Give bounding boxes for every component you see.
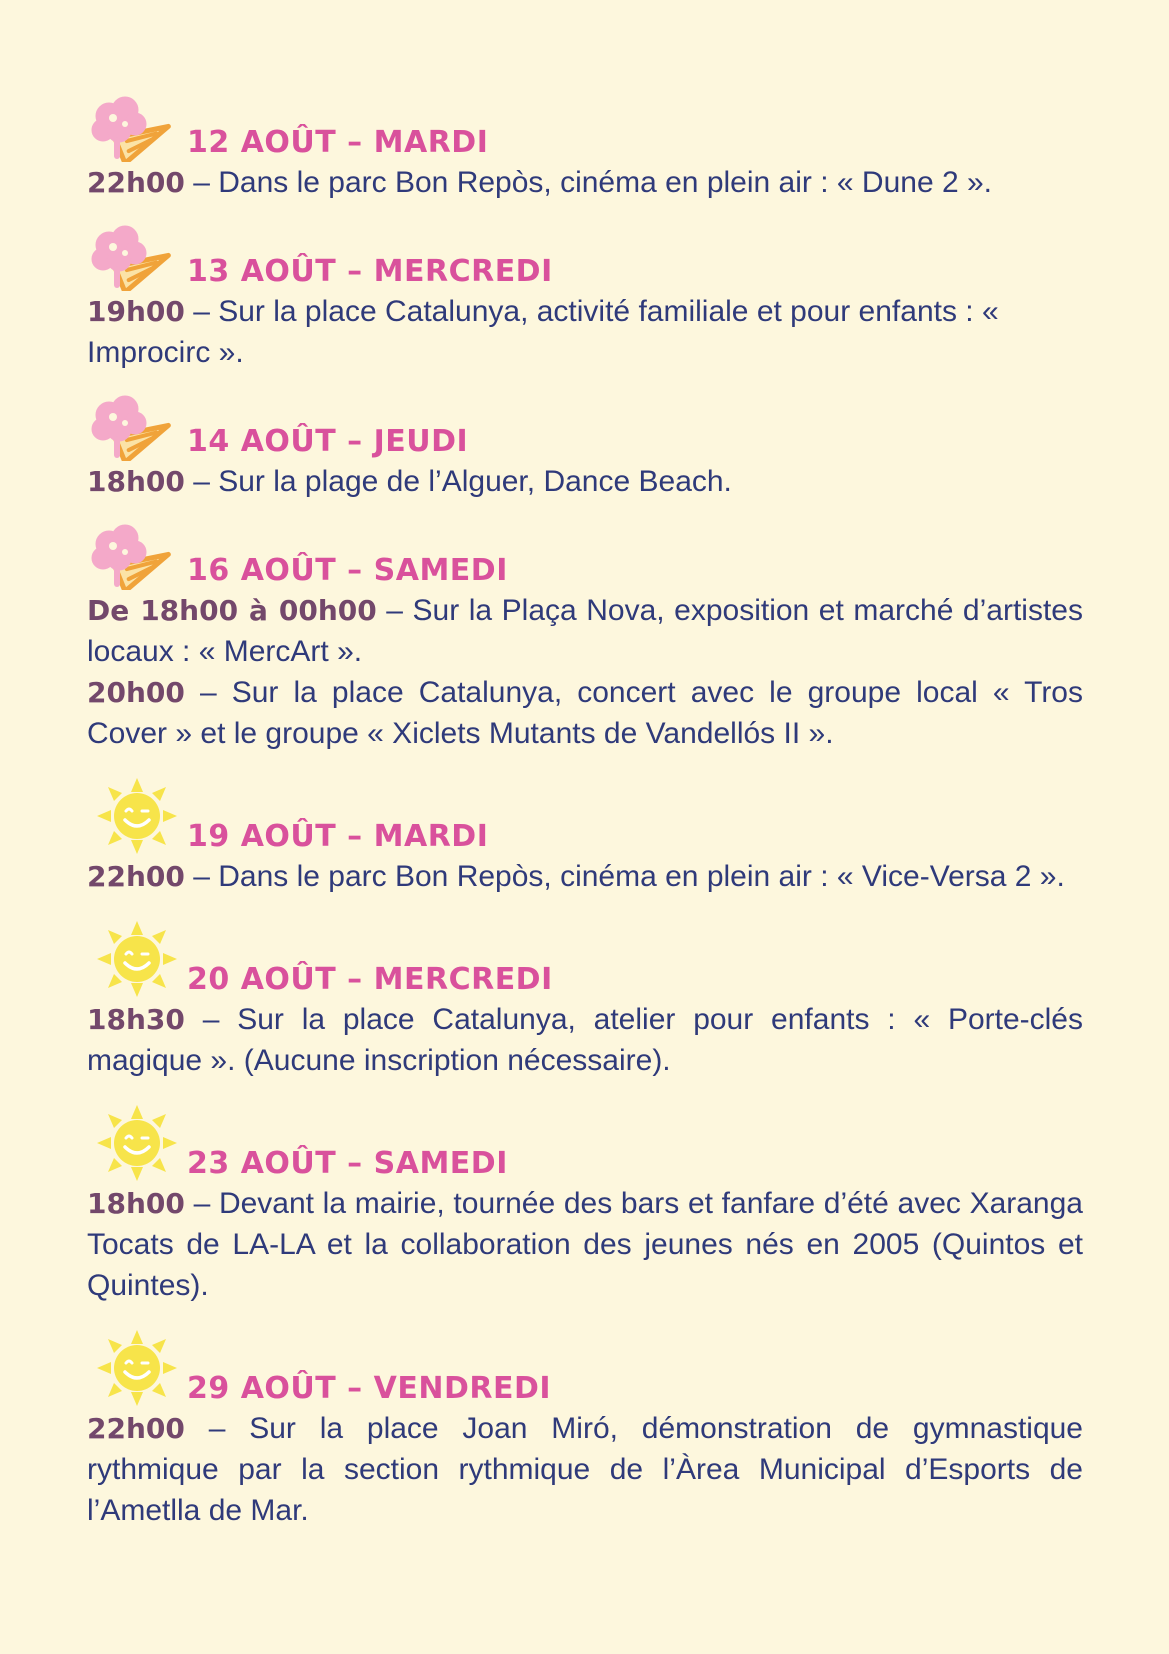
smiling-sun-icon <box>95 1103 179 1188</box>
event-header <box>87 395 1083 461</box>
event-date: 16 AOÛT – SAMEDI <box>187 553 508 588</box>
event-line <box>87 590 1083 672</box>
event-date: 19 AOÛT – MARDI <box>187 819 489 854</box>
event-time: 19h00 <box>87 295 185 328</box>
event-item <box>87 1328 1083 1531</box>
event-description: – Sur la place Catalunya, concert avec le groupe local « Tros Cover » et le groupe « Xiclets Mutants de Vandellós II ». <box>87 676 1083 750</box>
event-item <box>87 1103 1083 1306</box>
event-time: 22h00 <box>87 1412 185 1445</box>
cotton-candy-crepe-icon <box>87 225 179 296</box>
event-description: – Sur la Plaça Nova, exposition et marché d’artistes locaux : « MercArt ». <box>87 594 1083 668</box>
event-description: – Dans le parc Bon Repòs, cinéma en plein air : « Vice-Versa 2 ». <box>184 860 1065 893</box>
event-line <box>87 162 1083 203</box>
smiling-sun-icon <box>95 919 179 1004</box>
event-date: 14 AOÛT – JEUDI <box>187 424 469 459</box>
cotton-candy-crepe-icon <box>87 524 179 595</box>
event-date: 23 AOÛT – SAMEDI <box>187 1146 508 1181</box>
event-item <box>87 96 1083 203</box>
event-time: 18h00 <box>87 1187 185 1220</box>
event-line <box>87 856 1083 897</box>
event-description: – Dans le parc Bon Repòs, cinéma en plein air : « Dune 2 ». <box>184 166 993 199</box>
event-date: 12 AOÛT – MARDI <box>187 125 489 160</box>
cotton-candy-crepe-icon <box>87 96 179 167</box>
event-line <box>87 672 1083 754</box>
smiling-sun-icon <box>95 776 179 861</box>
event-description: – Devant la mairie, tournée des bars et fanfare d’été avec Xaranga Tocats de LA-LA et la collaboration des jeunes nés en 2005 (Quintos et Quintes). <box>87 1187 1083 1302</box>
event-description: – Sur la plage de l’Alguer, Dance Beach. <box>184 465 732 498</box>
event-date: 13 AOÛT – MERCREDI <box>187 254 553 289</box>
event-line <box>87 1183 1083 1306</box>
event-header <box>87 919 1083 999</box>
event-header <box>87 225 1083 291</box>
event-item <box>87 225 1083 373</box>
event-item <box>87 524 1083 754</box>
event-header <box>87 524 1083 590</box>
event-date: 29 AOÛT – VENDREDI <box>187 1371 552 1406</box>
event-header <box>87 776 1083 856</box>
event-description: – Sur la place Catalunya, activité familiale et pour enfants : « Improcirc ». <box>87 295 999 369</box>
event-list <box>87 96 1083 1553</box>
event-description: – Sur la place Catalunya, atelier pour enfants : « Porte-clés magique ». (Aucune inscription nécessaire). <box>87 1003 1083 1077</box>
event-time: 20h00 <box>87 676 185 709</box>
event-description: – Sur la place Joan Miró, démonstration de gymnastique rythmique par la section rythmique de l’Àrea Municipal d’Esports de l’Ametlla de Mar. <box>87 1412 1083 1527</box>
event-line <box>87 291 1083 373</box>
event-header <box>87 1103 1083 1183</box>
event-header <box>87 96 1083 162</box>
event-item <box>87 395 1083 502</box>
event-time: De 18h00 à 00h00 <box>87 594 377 627</box>
event-item <box>87 919 1083 1081</box>
event-header <box>87 1328 1083 1408</box>
event-line <box>87 1408 1083 1531</box>
event-line <box>87 461 1083 502</box>
cotton-candy-crepe-icon <box>87 395 179 466</box>
event-item <box>87 776 1083 897</box>
event-line <box>87 999 1083 1081</box>
event-time: 18h30 <box>87 1003 185 1036</box>
smiling-sun-icon <box>95 1328 179 1413</box>
event-time: 22h00 <box>87 166 185 199</box>
event-date: 20 AOÛT – MERCREDI <box>187 962 553 997</box>
event-time: 22h00 <box>87 860 185 893</box>
event-time: 18h00 <box>87 465 185 498</box>
